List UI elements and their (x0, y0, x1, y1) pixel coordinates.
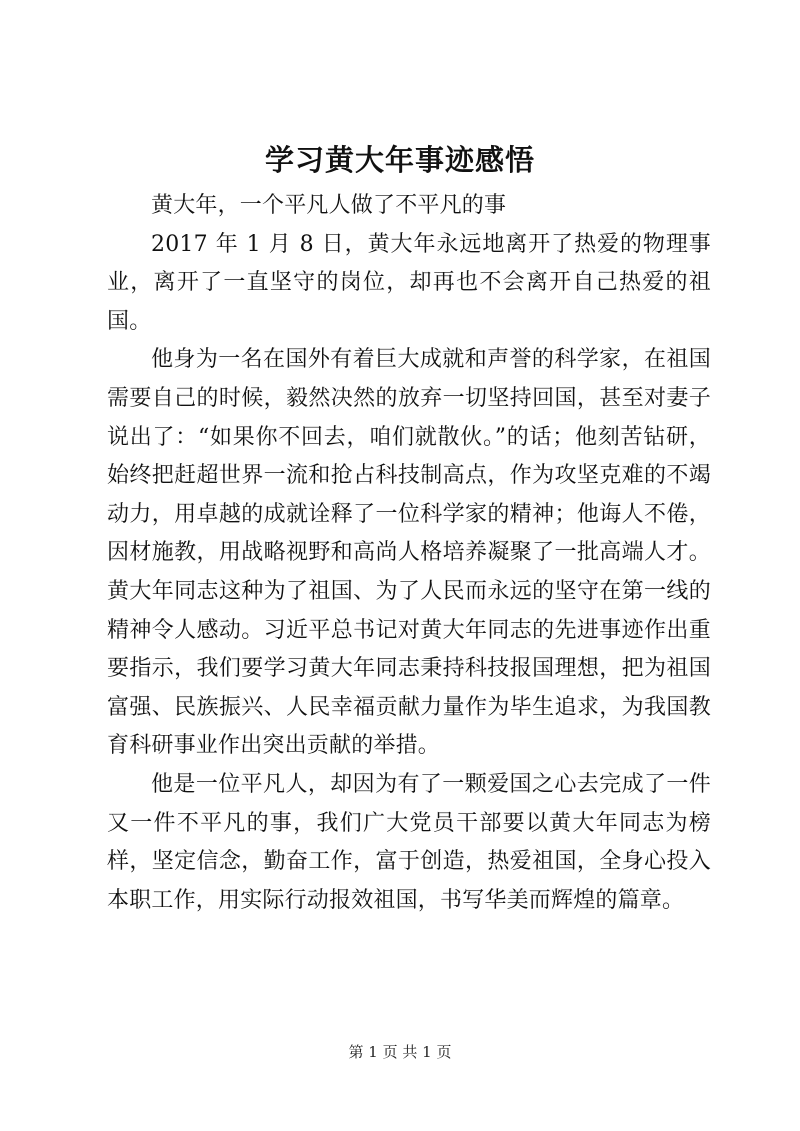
document-title: 学习黄大年事迹感悟 (264, 143, 535, 177)
document-body (107, 187, 711, 920)
paragraph-date: 2017 年 1 月 8 日，黄大年永远地离开了热爱的物理事业，离开了一直坚守的岗位，却再也不会离开自己热爱的祖国。 (107, 231, 711, 334)
paragraph-conclusion: 他是一位平凡人，却因为有了一颗爱国之心去完成了一件又一件不平凡的事，我们广大党员干部要以黄大年同志为榜样，坚定信念，勤奋工作，富于创造，热爱祖国，全身心投入本职工作，用实际行动报效祖国，书写华美而辉煌的篇章。 (107, 771, 711, 913)
paragraph-achievements: 他身为一名在国外有着巨大成就和声誉的科学家，在祖国需要自己的时候，毅然决然的放弃一切坚持回国，甚至对妻子说出了：“如果你不回去，咱们就散伙。”的话；他刻苦钻研，始终把赶超世界一流和抢占科技制高点，作为攻坚克难的不竭动力，用卓越的成就诠释了一位科学家的精神；他诲人不倦，因材施教，用战略视野和高尚人格培养凝聚了一批高端人才。黄大年同志这种为了祖国、为了人民而永远的坚守在第一线的精神令人感动。习近平总书记对黄大年同志的先进事迹作出重要指示，我们要学习黄大年同志秉持科技报国理想，把为祖国富强、民族振兴、人民幸福贡献力量作为毕生追求，为我国教育科研事业作出突出贡献的举措。 (107, 347, 711, 759)
page-footer: 第 1 页 共 1 页 (348, 1043, 452, 1061)
paragraph-subtitle: 黄大年，一个平凡人做了不平凡的事 (151, 193, 507, 218)
